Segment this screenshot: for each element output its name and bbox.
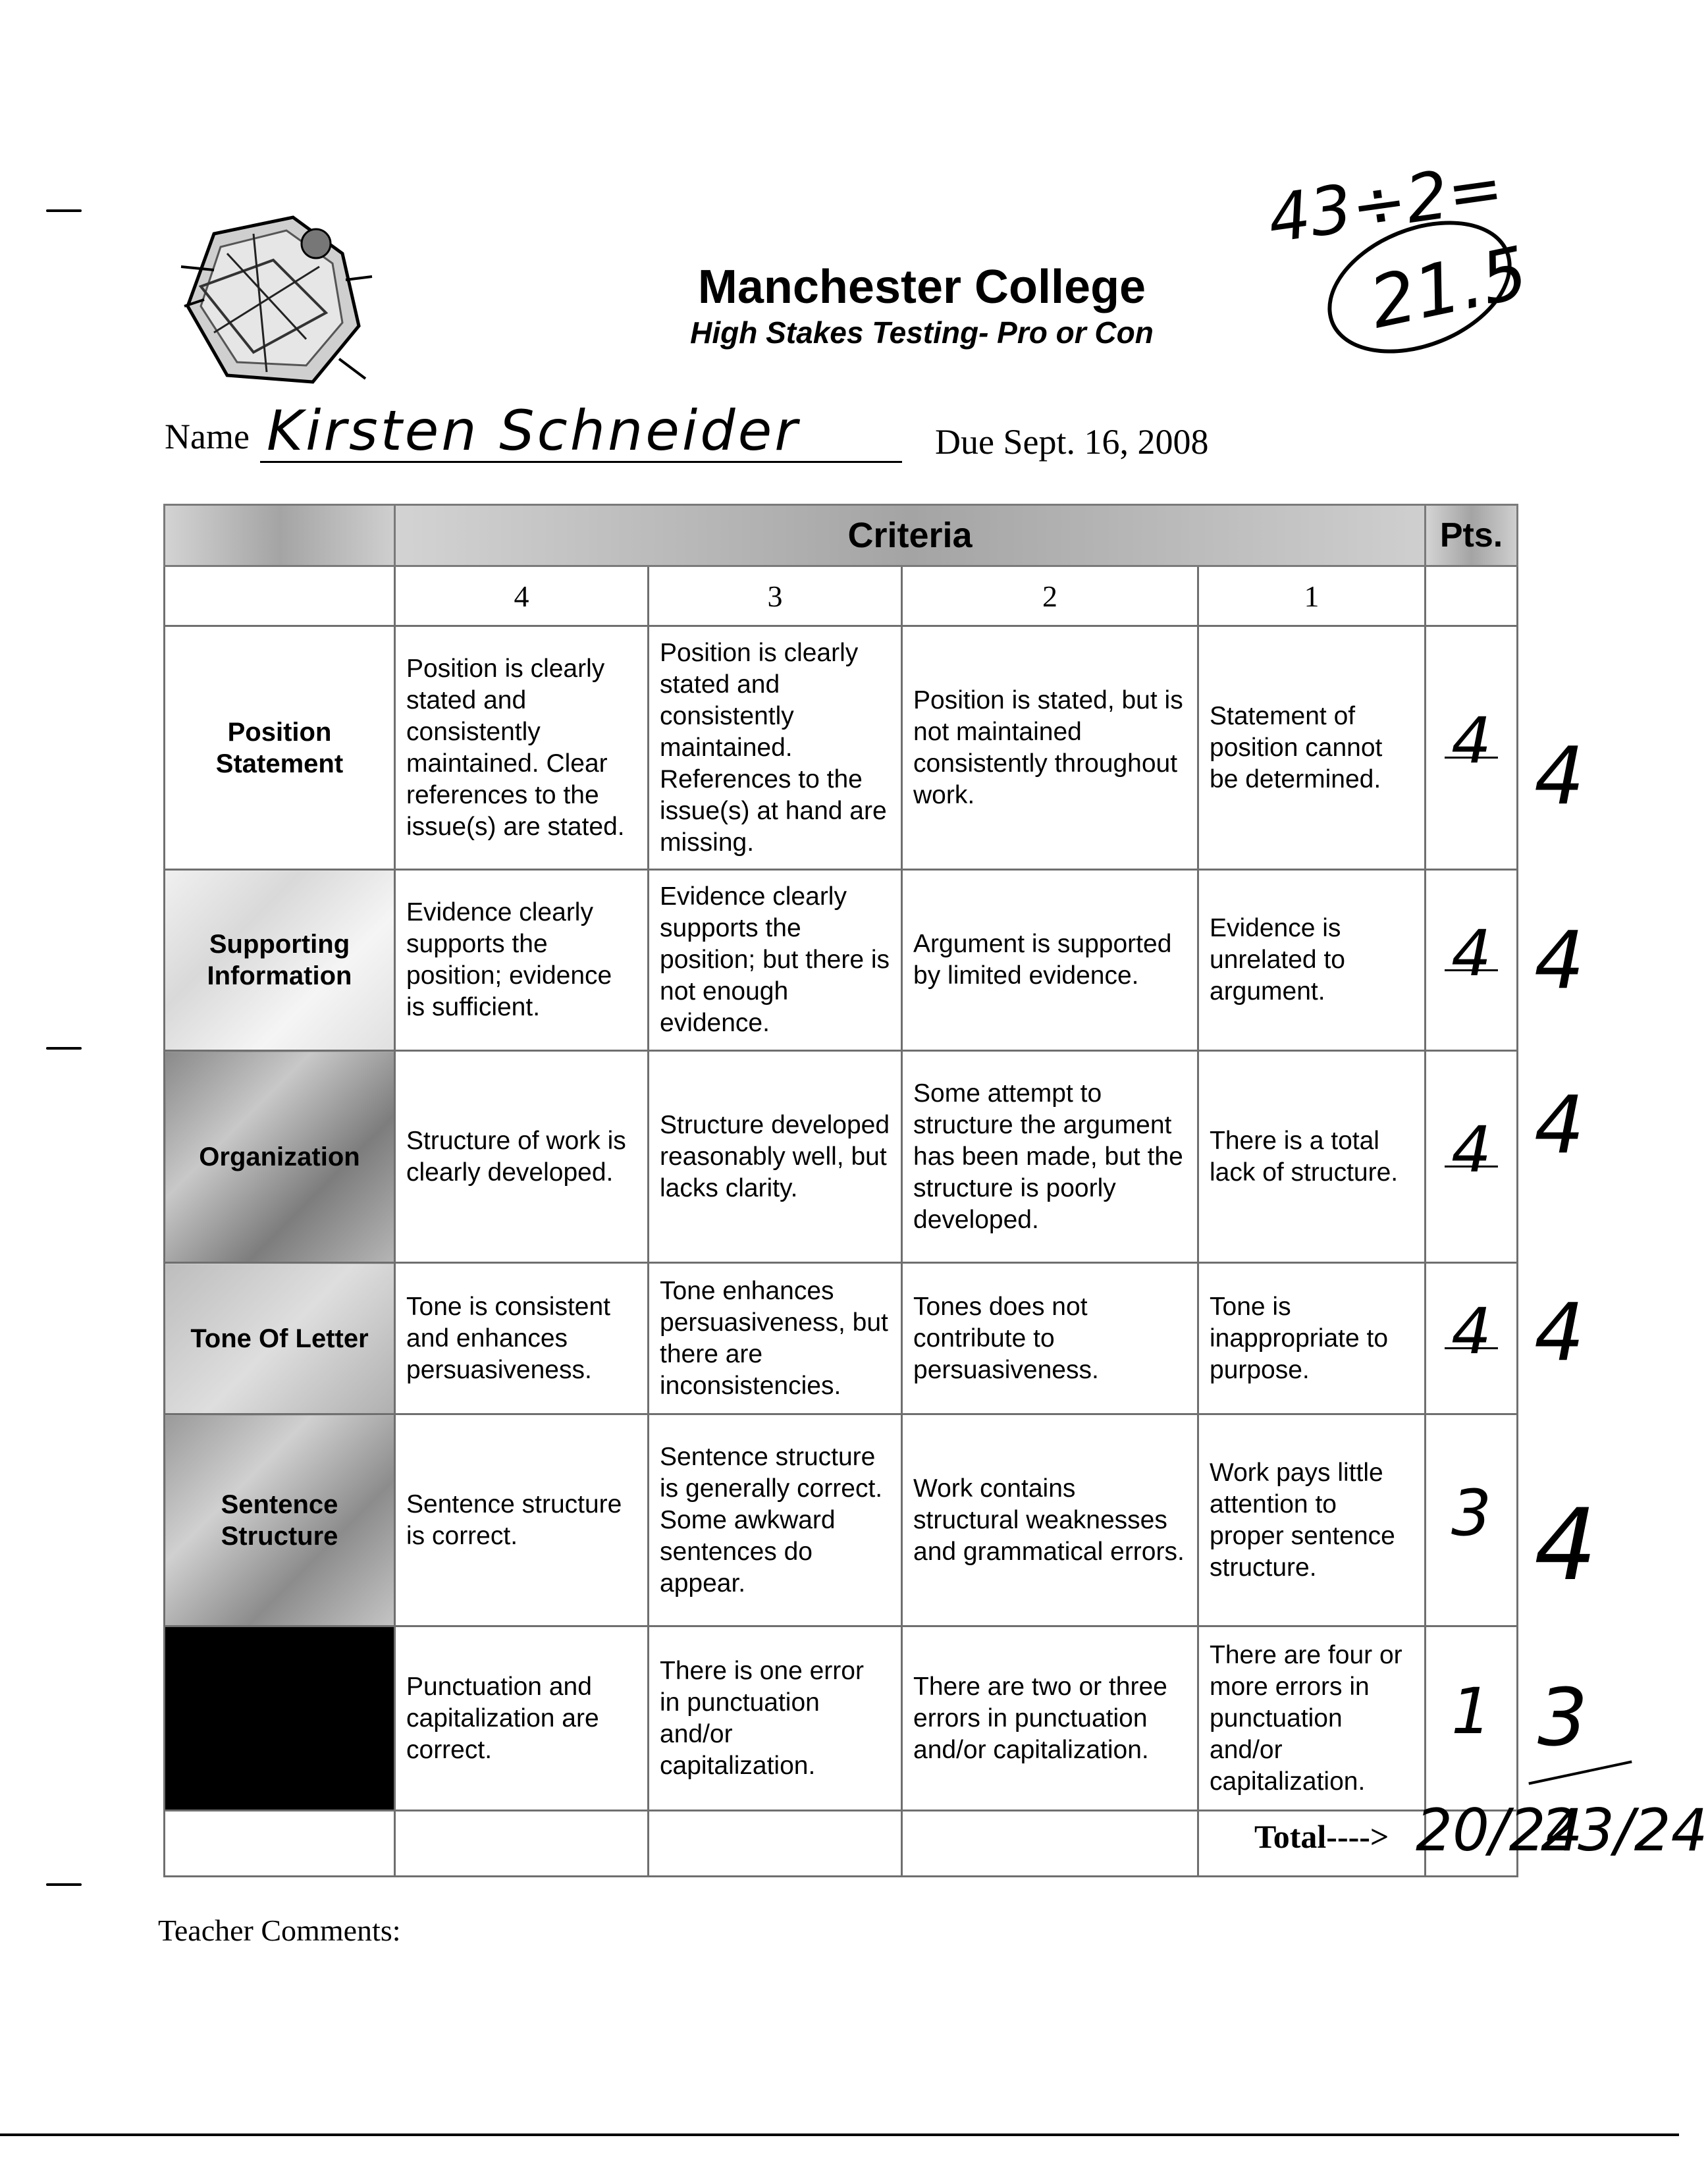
- rubric-header-row: [165, 505, 1518, 566]
- row-score: 4: [1445, 725, 1498, 759]
- rubric-cell: Evidence is unrelated to argument.: [1198, 870, 1426, 1051]
- points-cell: [1426, 870, 1518, 1051]
- row-score: 1: [1451, 1675, 1492, 1748]
- row-score: 4: [1445, 1134, 1498, 1167]
- rubric-cell: Sentence structure is correct.: [395, 1414, 649, 1626]
- criterion-label: [165, 1626, 395, 1811]
- rubric-cell: There is a total lack of structure.: [1198, 1051, 1426, 1263]
- rubric-cell: Evidence clearly supports the position; but there is not enough evidence.: [649, 870, 902, 1051]
- rubric-cell: Statement of position cannot be determined.: [1198, 626, 1426, 870]
- rubric-cell: There is one error in punctuation and/or capitalization.: [649, 1626, 902, 1811]
- row-score: 4: [1445, 1316, 1498, 1349]
- row-score: 3: [1451, 1476, 1492, 1550]
- criterion-label: Organization: [165, 1051, 395, 1263]
- rubric-cell: Some attempt to structure the argument has been made, but the structure is poorly developed.: [902, 1051, 1198, 1263]
- criteria-heading: Criteria: [395, 505, 1426, 566]
- criterion-label: Tone Of Letter: [165, 1263, 395, 1414]
- rubric-row: [165, 1414, 1518, 1626]
- level-blank-cell: [1426, 566, 1518, 626]
- level-label: 2: [902, 566, 1198, 626]
- assignment-subtitle: High Stakes Testing- Pro or Con: [690, 315, 1154, 350]
- rubric-row: [165, 626, 1518, 870]
- teacher-comments-label: Teacher Comments:: [158, 1914, 401, 1947]
- student-name: Kirsten Schneider: [267, 398, 800, 463]
- rubric-cell: Position is clearly stated and consistently maintained. References to the issue(s) at hand are missing.: [649, 626, 902, 870]
- points-cell: [1426, 626, 1518, 870]
- margin-mark: [46, 1883, 82, 1886]
- rubric-table: [163, 504, 1518, 1877]
- rubric-cell: Evidence clearly supports the position; evidence is sufficient.: [395, 870, 649, 1051]
- regrade-total: 23/24: [1541, 1796, 1708, 1864]
- points-cell: [1426, 1626, 1518, 1811]
- rubric-cell: Tones does not contribute to persuasiveness.: [902, 1263, 1198, 1414]
- regrade-score: 4: [1534, 1488, 1597, 1603]
- criterion-label: Supporting Information: [165, 870, 395, 1051]
- points-heading: Pts.: [1426, 505, 1518, 566]
- level-label: 3: [649, 566, 902, 626]
- rubric-cell: Work contains structural weaknesses and grammatical errors.: [902, 1414, 1198, 1626]
- rubric-row: [165, 1626, 1518, 1811]
- final-grade: 21.5: [1362, 231, 1535, 345]
- regrade-score: 4: [1534, 731, 1585, 822]
- total-blank-cell: [649, 1811, 902, 1877]
- level-label: 1: [1198, 566, 1426, 626]
- header-blank-cell: [165, 505, 395, 566]
- rubric-cell: Tone is consistent and enhances persuasiveness.: [395, 1263, 649, 1414]
- rubric-cell: Tone enhances persuasiveness, but there are inconsistencies.: [649, 1263, 902, 1414]
- grade-calculation: 43÷2=: [1263, 148, 1508, 258]
- level-blank-cell: [165, 566, 395, 626]
- total-blank-cell: [165, 1811, 395, 1877]
- rubric-cell: Position is clearly stated and consistently maintained. Clear references to the issue(s) are stated.: [395, 626, 649, 870]
- college-logo: [174, 207, 379, 398]
- level-label: 4: [395, 566, 649, 626]
- rubric-cell: Structure developed reasonably well, but lacks clarity.: [649, 1051, 902, 1263]
- total-blank-cell: [902, 1811, 1198, 1877]
- rubric-cell: Work pays little attention to proper sentence structure.: [1198, 1414, 1426, 1626]
- rubric-cell: Position is stated, but is not maintained consistently throughout work.: [902, 626, 1198, 870]
- rubric-cell: Argument is supported by limited evidence.: [902, 870, 1198, 1051]
- college-title: Manchester College: [697, 261, 1146, 313]
- margin-mark: [46, 1047, 82, 1050]
- rubric-row: [165, 1051, 1518, 1263]
- rubric-cell: There are four or more errors in punctuation and/or capitalization.: [1198, 1626, 1426, 1811]
- points-cell: [1426, 1051, 1518, 1263]
- margin-mark: [46, 209, 82, 212]
- criterion-label: Position Statement: [165, 626, 395, 870]
- rubric-row: [165, 870, 1518, 1051]
- row-score: 4: [1445, 938, 1498, 971]
- rubric-cell: Punctuation and capitalization are correct.: [395, 1626, 649, 1811]
- criterion-label: Sentence Structure: [165, 1414, 395, 1626]
- rubric-cell: There are two or three errors in punctuation and/or capitalization.: [902, 1626, 1198, 1811]
- rubric-cell: Structure of work is clearly developed.: [395, 1051, 649, 1263]
- rubric-row: [165, 1263, 1518, 1414]
- level-row: [165, 566, 1518, 626]
- regrade-score: 4: [1534, 915, 1585, 1007]
- total-label: Total---->: [1254, 1818, 1389, 1855]
- regrade-score: 4: [1534, 1080, 1585, 1171]
- total-blank-cell: [395, 1811, 649, 1877]
- regrade-score: 3: [1537, 1673, 1588, 1764]
- points-cell: [1426, 1414, 1518, 1626]
- regrade-score: 4: [1534, 1287, 1585, 1379]
- points-cell: [1426, 1263, 1518, 1414]
- rubric-cell: Sentence structure is generally correct. Some awkward sentences do appear.: [649, 1414, 902, 1626]
- name-label: Name: [165, 417, 250, 456]
- rubric-cell: Tone is inappropriate to purpose.: [1198, 1263, 1426, 1414]
- bottom-rule: [0, 2133, 1679, 2136]
- due-date: Due Sept. 16, 2008: [935, 422, 1209, 462]
- total-score: 20/24: [1416, 1796, 1583, 1864]
